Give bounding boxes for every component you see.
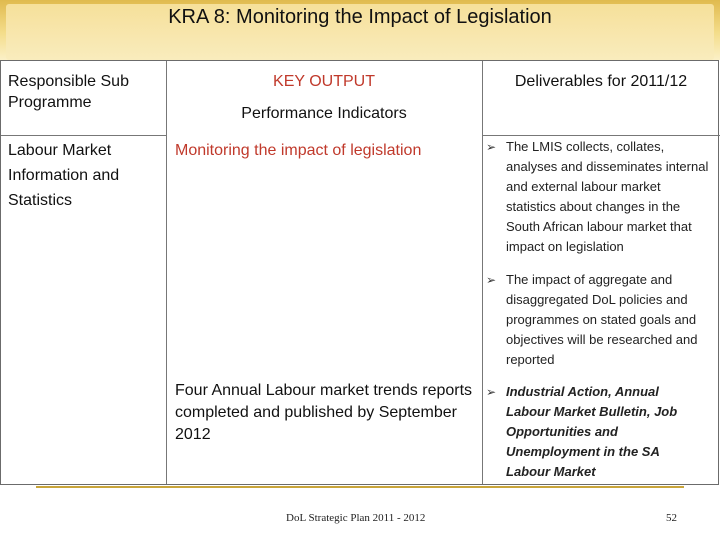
column-divider-2 (482, 61, 483, 484)
deliverable-item (486, 382, 686, 482)
slide-title: KRA 8: Monitoring the Impact of Legislation (168, 6, 552, 28)
header-sub-programme: Responsible Sub Programme (8, 73, 129, 111)
footer-rule (36, 486, 684, 488)
deliverable-text: The impact of aggregate and disaggregated DoL policies and programmes on stated goals and objectives will be researched and reported (506, 272, 698, 367)
sub-programme-cell: Labour Market Information and Statistics (8, 142, 120, 209)
header-divider-left (1, 135, 166, 136)
deliverable-item (486, 270, 714, 370)
key-output-cell: Monitoring the impact of legislation (175, 142, 422, 159)
deliverable-text: The LMIS collects, collates, analyses and disseminates internal and external labour market statistics about changes in the South African labour market that impact on legislation (506, 139, 709, 254)
footer-document-title: DoL Strategic Plan 2011 - 2012 (286, 512, 426, 524)
deliverable-text: Industrial Action, Annual Labour Market Bulletin, Job Opportunities and Unemployment in the SA Labour Market (506, 384, 678, 479)
deliverable-item (486, 137, 714, 257)
header-performance-indicators: Performance Indicators (241, 105, 407, 122)
performance-indicator-cell: Four Annual Labour market trends reports completed and published by September 2012 (175, 382, 473, 443)
header-deliverables: Deliverables for 2011/12 (514, 73, 688, 90)
page-number: 52 (666, 512, 677, 524)
header-key-output: KEY OUTPUT (273, 73, 375, 90)
header-divider-right (482, 135, 720, 136)
column-divider-1 (166, 61, 167, 484)
arrow-bullet-icon: ➢ (486, 273, 497, 287)
arrow-bullet-icon: ➢ (486, 140, 497, 154)
arrow-bullet-icon: ➢ (486, 385, 497, 399)
kra-table (0, 60, 719, 485)
